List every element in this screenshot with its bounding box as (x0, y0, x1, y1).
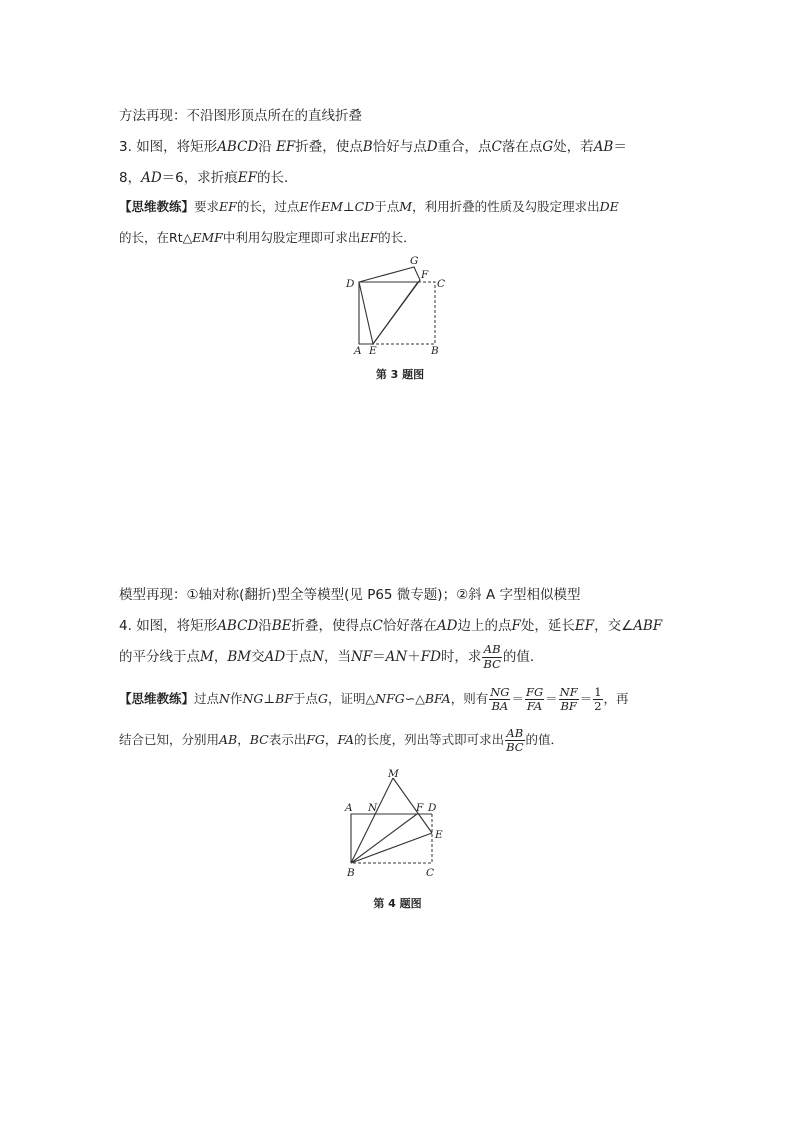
fraction-fg-fa: $\frac{FG}{FA}$ (525, 684, 544, 713)
figure-3-folded-part (359, 267, 420, 344)
label-D: D (346, 278, 355, 290)
fraction-one-half: $\frac{1}{2}$ (594, 684, 602, 713)
fraction-ab-bc: $\frac{AB}{BC}$ (483, 642, 501, 671)
line-BF (351, 814, 417, 863)
label-F: F (421, 269, 429, 281)
problem-number: 4. (119, 618, 132, 634)
problem-number: 3. (119, 139, 132, 155)
figure-3-solid-rect (359, 282, 418, 344)
hint-4-line-1: 【思维教练】过点N作NG⊥BF于点G，证明△NFG∽△BFA，则有 $\frac{NG}{BA}$ ＝ $\frac{FG}{FA}$ ＝ $\frac{NF}{BF}$ ＝ $\frac{1}{2}$ ，再 (119, 684, 629, 713)
figure-4 (340, 766, 455, 880)
label-C: C (437, 278, 446, 290)
problem-3-line-1: 3. 如图，将矩形ABCD沿 EF折叠，使点B恰好与点D重合，点C落在点G处，若AB＝ (119, 139, 627, 155)
label-F: F (416, 802, 424, 814)
fraction-ng-ba: $\frac{NG}{BA}$ (490, 684, 510, 713)
label-M: M (388, 768, 399, 780)
hint-tag: 【思维教练】 (119, 199, 195, 214)
label-A: A (345, 802, 353, 814)
figure-3-crease (373, 282, 418, 344)
label-G: G (410, 255, 419, 267)
problem-4-line-2: 的平分线于点M，BM交AD于点N，当NF＝AN＋FD时，求 $\frac{AB}{BC}$ 的值． (119, 642, 544, 671)
problem-4-line-1: 4. 如图，将矩形ABCD沿BE折叠，使得点C恰好落在AD边上的点F处，延长EF，交∠ABF (119, 618, 663, 634)
figure-4-caption: 第 4 题图 (373, 897, 422, 910)
figure-3-dashed-rect (373, 282, 435, 344)
hint-4-line-2: 结合已知，分别用AB，BC表示出FG，FA的长度，列出等式即可求出 $\frac{AB}{BC}$ 的值． (119, 725, 564, 754)
problem-3-line-2: 8，AD＝6，求折痕EF的长． (119, 170, 298, 186)
figure-3 (340, 252, 460, 358)
label-C: C (426, 867, 435, 879)
fraction-nf-bf: $\frac{NF}{BF}$ (559, 684, 578, 713)
label-B: B (347, 867, 355, 879)
hint-3-line-2: 的长，在Rt△EMF中利用勾股定理即可求出EF的长． (119, 230, 416, 245)
hint-tag: 【思维教练】 (119, 691, 195, 706)
method-heading: 方法再现：不沿图形顶点所在的直线折叠 (119, 108, 362, 124)
label-B: B (431, 345, 439, 357)
hint-3-line-1: 【思维教练】要求EF的长，过点E作EM⊥CD于点M，利用折叠的性质及勾股定理求出DE (119, 199, 619, 214)
label-A: A (354, 345, 362, 357)
model-heading: 模型再现：①轴对称(翻折)型全等模型(见 P65 微专题)；②斜 A 字型相似模型 (119, 587, 581, 603)
label-N: N (368, 802, 378, 814)
fraction-ab-bc-2: $\frac{AB}{BC}$ (506, 725, 524, 754)
label-E: E (435, 829, 443, 841)
label-D: D (428, 802, 437, 814)
label-E: E (369, 345, 377, 357)
line-ME (393, 778, 432, 833)
figure-3-caption: 第 3 题图 (375, 368, 425, 381)
